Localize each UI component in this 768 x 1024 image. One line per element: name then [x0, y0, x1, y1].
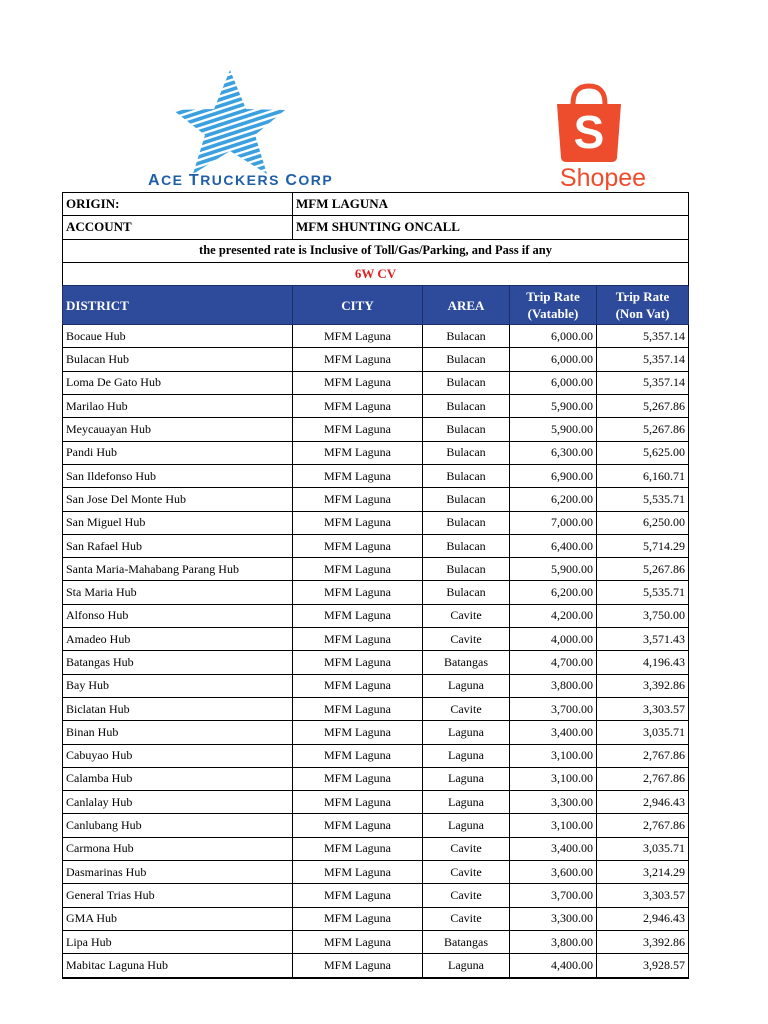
vatable-rate-cell: 3,700.00	[510, 884, 597, 907]
table-row	[63, 651, 689, 674]
area-cell: Bulacan	[423, 371, 510, 394]
nonvat-rate-cell: 6,160.71	[597, 464, 689, 487]
origin-value: MFM LAGUNA	[293, 193, 689, 216]
vatable-rate-cell: 7,000.00	[510, 511, 597, 534]
table-row	[63, 767, 689, 790]
nonvat-rate-cell: 2,767.86	[597, 814, 689, 837]
district-cell: Amadeo Hub	[63, 628, 293, 651]
table-row	[63, 558, 689, 581]
district-cell: San Miguel Hub	[63, 511, 293, 534]
city-cell: MFM Laguna	[293, 395, 423, 418]
nonvat-rate-cell: 3,928.57	[597, 954, 689, 978]
area-cell: Cavite	[423, 628, 510, 651]
table-row	[63, 464, 689, 487]
column-header-district: DISTRICT	[63, 286, 293, 325]
nonvat-rate-cell: 2,767.86	[597, 767, 689, 790]
nonvat-rate-cell: 3,303.57	[597, 884, 689, 907]
table-row	[63, 884, 689, 907]
vatable-rate-cell: 5,900.00	[510, 395, 597, 418]
nonvat-rate-cell: 4,196.43	[597, 651, 689, 674]
table-row	[63, 418, 689, 441]
area-cell: Bulacan	[423, 418, 510, 441]
city-cell: MFM Laguna	[293, 767, 423, 790]
vehicle-row	[63, 262, 689, 285]
district-cell: Marilao Hub	[63, 395, 293, 418]
rate-rows	[63, 325, 689, 978]
area-cell: Laguna	[423, 721, 510, 744]
table-row	[63, 954, 689, 978]
vatable-rate-cell: 4,400.00	[510, 954, 597, 978]
origin-label: ORIGIN:	[63, 193, 293, 216]
note-row	[63, 239, 689, 262]
column-header-nonvat: Trip Rate (Non Vat)	[597, 286, 689, 325]
city-cell: MFM Laguna	[293, 791, 423, 814]
city-cell: MFM Laguna	[293, 464, 423, 487]
nonvat-rate-cell: 5,267.86	[597, 558, 689, 581]
table-row	[63, 511, 689, 534]
nonvat-rate-cell: 3,571.43	[597, 628, 689, 651]
nonvat-rate-cell: 5,535.71	[597, 581, 689, 604]
area-cell: Cavite	[423, 861, 510, 884]
shopee-logo	[543, 80, 659, 190]
vatable-rate-cell: 3,800.00	[510, 930, 597, 953]
nonvat-rate-cell: 5,714.29	[597, 534, 689, 557]
area-cell: Bulacan	[423, 464, 510, 487]
nonvat-rate-cell: 6,250.00	[597, 511, 689, 534]
area-cell: Laguna	[423, 954, 510, 978]
district-cell: General Trias Hub	[63, 884, 293, 907]
table-row	[63, 395, 689, 418]
area-cell: Batangas	[423, 651, 510, 674]
district-cell: Canlalay Hub	[63, 791, 293, 814]
vatable-rate-cell: 3,400.00	[510, 837, 597, 860]
nonvat-rate-cell: 5,535.71	[597, 488, 689, 511]
company-name: ACE TRUCKERS CORP	[148, 172, 334, 189]
nonvat-rate-cell: 5,357.14	[597, 371, 689, 394]
area-cell: Laguna	[423, 767, 510, 790]
city-cell: MFM Laguna	[293, 954, 423, 978]
city-cell: MFM Laguna	[293, 744, 423, 767]
column-header-city: CITY	[293, 286, 423, 325]
nonvat-rate-cell: 5,267.86	[597, 395, 689, 418]
city-cell: MFM Laguna	[293, 371, 423, 394]
nonvat-rate-cell: 3,392.86	[597, 930, 689, 953]
area-cell: Laguna	[423, 814, 510, 837]
city-cell: MFM Laguna	[293, 628, 423, 651]
city-cell: MFM Laguna	[293, 418, 423, 441]
vatable-rate-cell: 4,700.00	[510, 651, 597, 674]
table-row	[63, 581, 689, 604]
city-cell: MFM Laguna	[293, 721, 423, 744]
city-cell: MFM Laguna	[293, 558, 423, 581]
area-cell: Laguna	[423, 674, 510, 697]
vatable-rate-cell: 3,700.00	[510, 697, 597, 720]
area-cell: Cavite	[423, 837, 510, 860]
district-cell: Canlubang Hub	[63, 814, 293, 837]
nonvat-rate-cell: 5,625.00	[597, 441, 689, 464]
vatable-rate-cell: 6,000.00	[510, 371, 597, 394]
account-row	[63, 216, 689, 239]
vatable-rate-cell: 6,300.00	[510, 441, 597, 464]
logo-area	[0, 0, 768, 192]
table-row	[63, 861, 689, 884]
table-row	[63, 674, 689, 697]
nonvat-rate-cell: 5,357.14	[597, 325, 689, 348]
vatable-rate-cell: 5,900.00	[510, 558, 597, 581]
area-cell: Batangas	[423, 930, 510, 953]
city-cell: MFM Laguna	[293, 348, 423, 371]
district-cell: San Rafael Hub	[63, 534, 293, 557]
area-cell: Bulacan	[423, 581, 510, 604]
district-cell: Pandi Hub	[63, 441, 293, 464]
table-row	[63, 697, 689, 720]
column-header-area: AREA	[423, 286, 510, 325]
area-cell: Bulacan	[423, 325, 510, 348]
district-cell: Mabitac Laguna Hub	[63, 954, 293, 978]
vatable-rate-cell: 3,100.00	[510, 744, 597, 767]
district-cell: San Ildefonso Hub	[63, 464, 293, 487]
area-cell: Bulacan	[423, 488, 510, 511]
city-cell: MFM Laguna	[293, 884, 423, 907]
nonvat-rate-cell: 3,392.86	[597, 674, 689, 697]
area-cell: Cavite	[423, 907, 510, 930]
vatable-rate-cell: 6,000.00	[510, 325, 597, 348]
table-row	[63, 721, 689, 744]
city-cell: MFM Laguna	[293, 837, 423, 860]
vatable-rate-cell: 6,400.00	[510, 534, 597, 557]
table-row	[63, 744, 689, 767]
area-cell: Bulacan	[423, 511, 510, 534]
district-cell: Bocaue Hub	[63, 325, 293, 348]
district-cell: Bay Hub	[63, 674, 293, 697]
table-row	[63, 371, 689, 394]
vatable-rate-cell: 6,000.00	[510, 348, 597, 371]
account-label: ACCOUNT	[63, 216, 293, 239]
area-cell: Laguna	[423, 744, 510, 767]
district-cell: San Jose Del Monte Hub	[63, 488, 293, 511]
table-row	[63, 837, 689, 860]
table-row	[63, 814, 689, 837]
vatable-rate-cell: 6,200.00	[510, 488, 597, 511]
area-cell: Laguna	[423, 791, 510, 814]
nonvat-rate-cell: 3,214.29	[597, 861, 689, 884]
vatable-rate-cell: 3,600.00	[510, 861, 597, 884]
vatable-rate-cell: 3,100.00	[510, 814, 597, 837]
district-cell: Meycauayan Hub	[63, 418, 293, 441]
district-cell: Batangas Hub	[63, 651, 293, 674]
city-cell: MFM Laguna	[293, 488, 423, 511]
district-cell: Carmona Hub	[63, 837, 293, 860]
area-cell: Cavite	[423, 884, 510, 907]
nonvat-rate-cell: 3,750.00	[597, 604, 689, 627]
table-row	[63, 534, 689, 557]
city-cell: MFM Laguna	[293, 441, 423, 464]
table-row	[63, 791, 689, 814]
svg-text:S: S	[573, 106, 605, 158]
district-cell: Binan Hub	[63, 721, 293, 744]
table-row	[63, 604, 689, 627]
shopee-wordmark: Shopee	[559, 164, 647, 190]
nonvat-rate-cell: 3,035.71	[597, 721, 689, 744]
vatable-rate-cell: 3,800.00	[510, 674, 597, 697]
table-row	[63, 907, 689, 930]
nonvat-rate-cell: 5,357.14	[597, 348, 689, 371]
table-row	[63, 488, 689, 511]
city-cell: MFM Laguna	[293, 930, 423, 953]
vatable-rate-cell: 4,000.00	[510, 628, 597, 651]
nonvat-rate-cell: 2,767.86	[597, 744, 689, 767]
table-row	[63, 325, 689, 348]
city-cell: MFM Laguna	[293, 861, 423, 884]
city-cell: MFM Laguna	[293, 907, 423, 930]
vatable-rate-cell: 4,200.00	[510, 604, 597, 627]
column-header-vatable: Trip Rate (Vatable)	[510, 286, 597, 325]
vehicle-type: 6W CV	[63, 262, 689, 285]
area-cell: Bulacan	[423, 441, 510, 464]
district-cell: Sta Maria Hub	[63, 581, 293, 604]
city-cell: MFM Laguna	[293, 697, 423, 720]
city-cell: MFM Laguna	[293, 581, 423, 604]
vatable-rate-cell: 6,200.00	[510, 581, 597, 604]
table-row	[63, 628, 689, 651]
column-header-row	[63, 286, 689, 325]
nonvat-rate-cell: 3,303.57	[597, 697, 689, 720]
table-row	[63, 930, 689, 953]
vatable-rate-cell: 3,400.00	[510, 721, 597, 744]
nonvat-rate-cell: 2,946.43	[597, 907, 689, 930]
area-cell: Bulacan	[423, 558, 510, 581]
table-row	[63, 441, 689, 464]
vatable-rate-cell: 6,900.00	[510, 464, 597, 487]
city-cell: MFM Laguna	[293, 325, 423, 348]
district-cell: Biclatan Hub	[63, 697, 293, 720]
vatable-rate-cell: 3,300.00	[510, 791, 597, 814]
district-cell: GMA Hub	[63, 907, 293, 930]
area-cell: Bulacan	[423, 348, 510, 371]
nonvat-rate-cell: 5,267.86	[597, 418, 689, 441]
district-cell: Dasmarinas Hub	[63, 861, 293, 884]
district-cell: Alfonso Hub	[63, 604, 293, 627]
rate-note: the presented rate is Inclusive of Toll/Gas/Parking, and Pass if any	[63, 239, 689, 262]
area-cell: Bulacan	[423, 534, 510, 557]
district-cell: Calamba Hub	[63, 767, 293, 790]
vatable-rate-cell: 3,100.00	[510, 767, 597, 790]
district-cell: Bulacan Hub	[63, 348, 293, 371]
rate-table	[62, 192, 689, 979]
area-cell: Bulacan	[423, 395, 510, 418]
city-cell: MFM Laguna	[293, 674, 423, 697]
account-value: MFM SHUNTING ONCALL	[293, 216, 689, 239]
nonvat-rate-cell: 3,035.71	[597, 837, 689, 860]
city-cell: MFM Laguna	[293, 534, 423, 557]
table-row	[63, 348, 689, 371]
district-cell: Cabuyao Hub	[63, 744, 293, 767]
city-cell: MFM Laguna	[293, 651, 423, 674]
vatable-rate-cell: 5,900.00	[510, 418, 597, 441]
city-cell: MFM Laguna	[293, 511, 423, 534]
area-cell: Cavite	[423, 604, 510, 627]
city-cell: MFM Laguna	[293, 604, 423, 627]
origin-row	[63, 193, 689, 216]
district-cell: Santa Maria-Mahabang Parang Hub	[63, 558, 293, 581]
nonvat-rate-cell: 2,946.43	[597, 791, 689, 814]
district-cell: Loma De Gato Hub	[63, 371, 293, 394]
city-cell: MFM Laguna	[293, 814, 423, 837]
vatable-rate-cell: 3,300.00	[510, 907, 597, 930]
area-cell: Cavite	[423, 697, 510, 720]
district-cell: Lipa Hub	[63, 930, 293, 953]
